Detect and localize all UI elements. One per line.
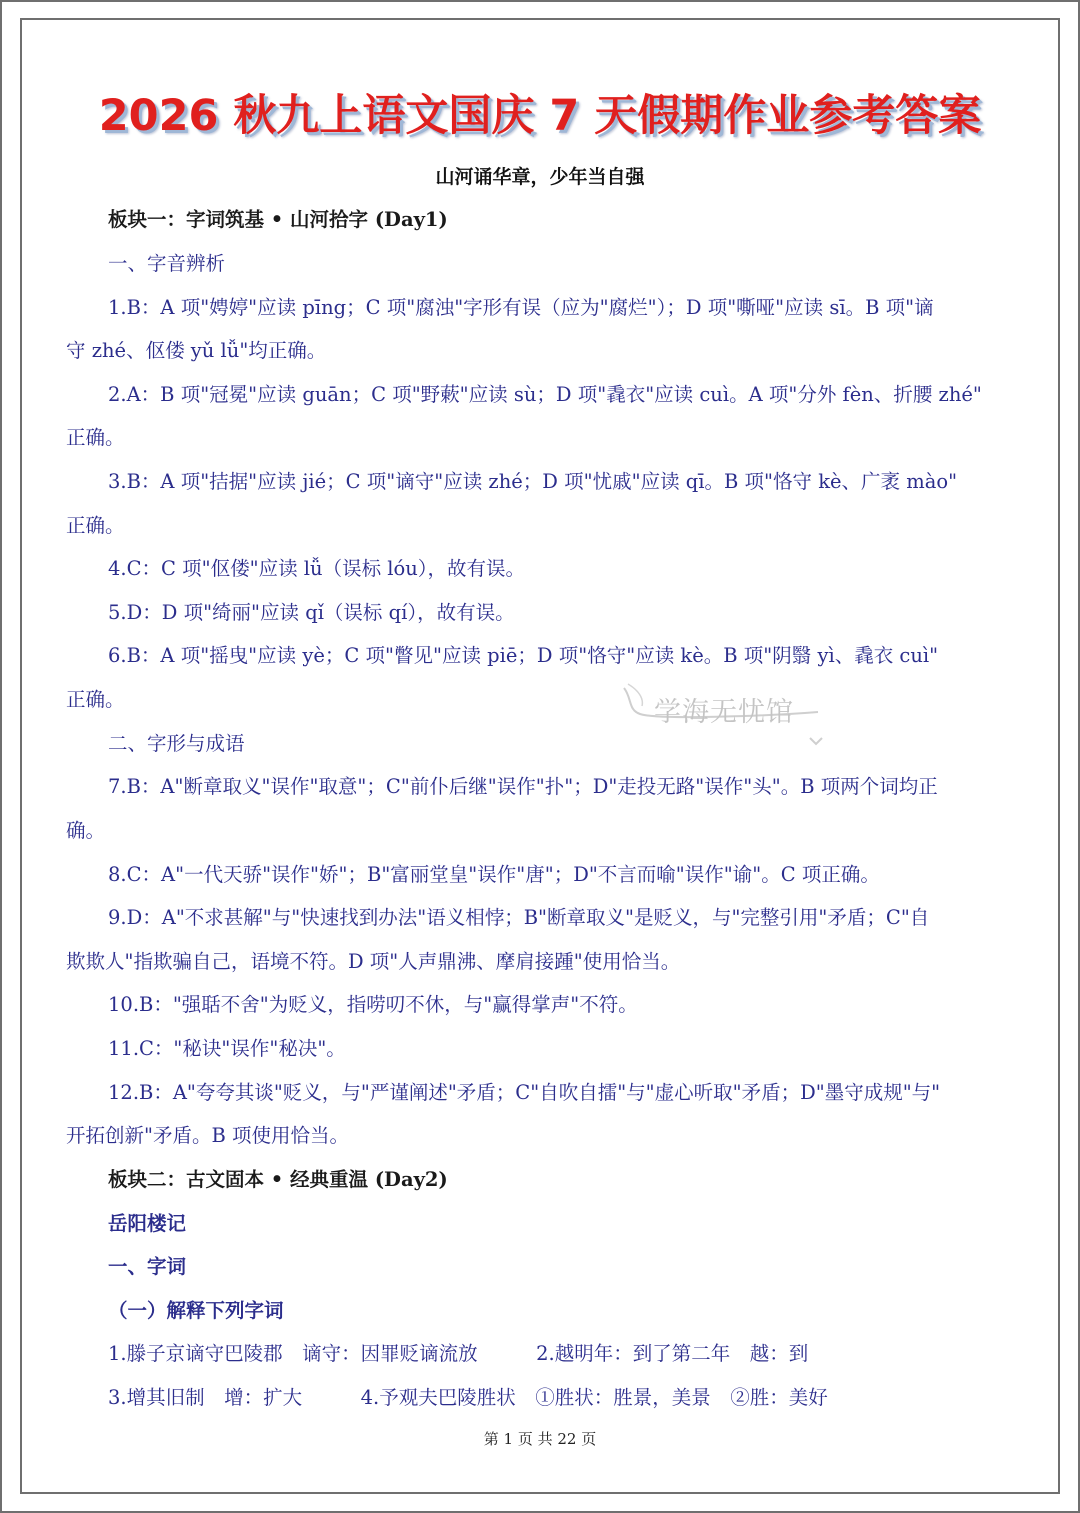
answer-line: 正确。: [66, 514, 125, 537]
subsection-heading-characters: 二、字形与成语: [108, 732, 245, 755]
lesson-title: 岳阳楼记: [108, 1212, 187, 1235]
answer-line: 确。: [66, 819, 106, 842]
exercise-heading: （一）解释下列字词: [108, 1299, 284, 1322]
watermark: [618, 676, 838, 756]
subsection-heading-words: 一、字词: [108, 1255, 187, 1278]
answer-line: 4.C：C 项"伛偻"应读 lǚ（误标 lóu），故有误。: [108, 557, 526, 580]
watermark-text: 学海无忧馆: [654, 697, 794, 728]
answer-line: 欺欺人"指欺骗自己，语境不符。D 项"人声鼎沸、摩肩接踵"使用恰当。: [66, 950, 681, 973]
subsection-heading-pronunciation: 一、字音辨析: [108, 252, 226, 275]
answer-line: 1.B：A 项"娉婷"应读 pīng；C 项"腐浊"字形有误（应为"腐烂"）；D 项"嘶哑"应读 sī。B 项"谪: [108, 296, 934, 319]
exercise-line: 1.滕子京谪守巴陵郡 谪守：因罪贬谪流放 2.越明年：到了第二年 越：到: [108, 1342, 809, 1365]
answer-line: 7.B：A"断章取义"误作"取意"；C"前仆后继"误作"扑"；D"走投无路"误作"头"。B 项两个词均正: [108, 775, 938, 798]
section-heading-2: 板块二：古文固本 • 经典重温 (Day2): [108, 1168, 448, 1191]
answer-line: 2.A：B 项"冠冕"应读 guān；C 项"野蔌"应读 sù；D 项"毳衣"应读 cuì。A 项"分外 fèn、折腰 zhé": [108, 383, 982, 406]
document-subtitle: 山河诵华章，少年当自强: [435, 166, 645, 188]
section-heading-1: 板块一：字词筑基 • 山河拾字 (Day1): [108, 208, 448, 231]
answer-line: 正确。: [66, 426, 125, 449]
answer-line: 10.B："强聒不舍"为贬义，指唠叨不休，与"赢得掌声"不符。: [108, 993, 638, 1016]
document-title: 2026 秋九上语文国庆 7 天假期作业参考答案: [98, 91, 982, 141]
answer-line: 5.D：D 项"绮丽"应读 qǐ（误标 qí），故有误。: [108, 601, 515, 624]
answer-line: 守 zhé、伛偻 yǔ lǚ"均正确。: [66, 339, 327, 362]
answer-line: 3.B：A 项"拮据"应读 jié；C 项"谪守"应读 zhé；D 项"忧戚"应读 qī。B 项"恪守 kè、广袤 mào": [108, 470, 958, 493]
answer-line: 正确。: [66, 688, 125, 711]
answer-line: 8.C：A"一代天骄"误作"娇"；B"富丽堂皇"误作"唐"；D"不言而喻"误作"谕"。C 项正确。: [108, 863, 880, 886]
page-footer: 第 1 页 共 22 页: [483, 1430, 597, 1448]
answer-line: 6.B：A 项"摇曳"应读 yè；C 项"瞥见"应读 piē；D 项"恪守"应读 kè。B 项"阴翳 yì、毳衣 cuì": [108, 644, 939, 667]
answer-line: 9.D：A"不求甚解"与"快速找到办法"语义相悖；B"断章取义"是贬义，与"完整引用"矛盾；C"自: [108, 906, 930, 929]
answer-line: 11.C："秘诀"误作"秘决"。: [108, 1037, 346, 1060]
answer-line: 开拓创新"矛盾。B 项使用恰当。: [66, 1124, 349, 1147]
exercise-line: 3.增其旧制 增：扩大 4.予观夫巴陵胜状 ①胜状：胜景，美景 ②胜：美好: [108, 1386, 828, 1409]
answer-line: 12.B：A"夸夸其谈"贬义，与"严谨阐述"矛盾；C"自吹自擂"与"虚心听取"矛盾；D"墨守成规"与": [108, 1081, 941, 1104]
